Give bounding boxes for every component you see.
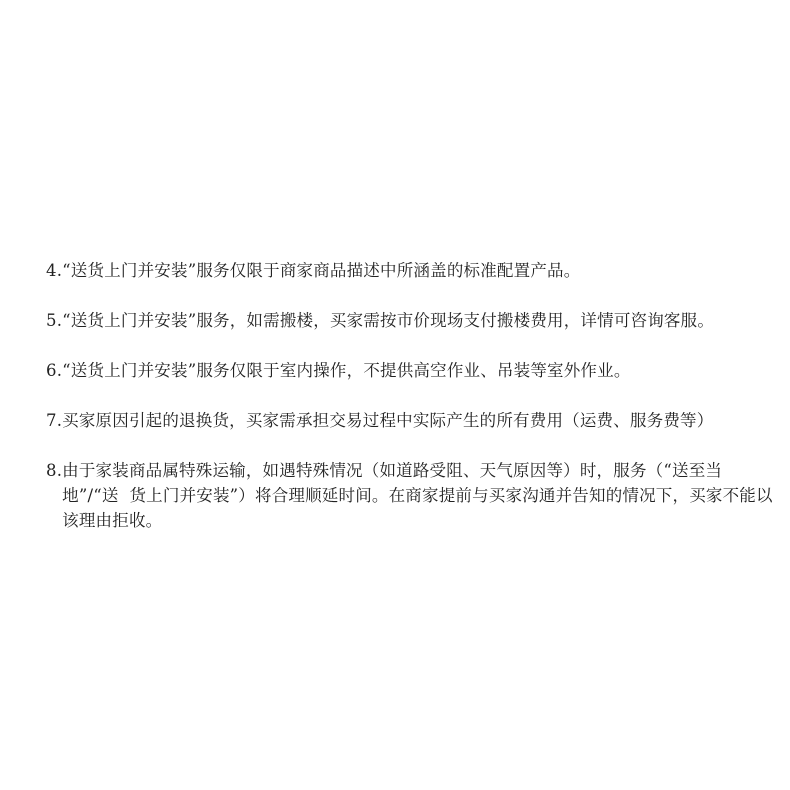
term-item-5 [46,308,776,333]
term-text: “送货上门并安装”服务仅限于商家商品描述中所涵盖的标准配置产品。 [62,261,581,280]
term-text: 买家原因引起的退换货，买家需承担交易过程中实际产生的所有费用（运费、服务费等） [62,411,714,430]
service-terms-list [46,258,776,558]
term-item-4 [46,258,776,283]
term-number: 8. [46,461,63,480]
term-number: 7. [46,411,63,430]
term-number: 5. [46,311,63,330]
term-number: 4. [46,261,63,280]
term-item-7 [46,408,776,433]
term-item-6 [46,358,776,383]
term-text: “送货上门并安装”服务仅限于室内操作，不提供高空作业、吊装等室外作业。 [62,361,631,380]
term-item-8 [46,458,776,533]
term-number: 6. [46,361,63,380]
term-text: “送货上门并安装”服务，如需搬楼，买家需按市价现场支付搬楼费用，详情可咨询客服。 [62,311,715,330]
term-text: 由于家装商品属特殊运输，如遇特殊情况（如道路受阻、天气原因等）时，服务（“送至当地”/“送 货上门并安装”）将合理顺延时间。在商家提前与买家沟通并告知的情况下，买家不能以该理由拒收。 [62,461,773,530]
